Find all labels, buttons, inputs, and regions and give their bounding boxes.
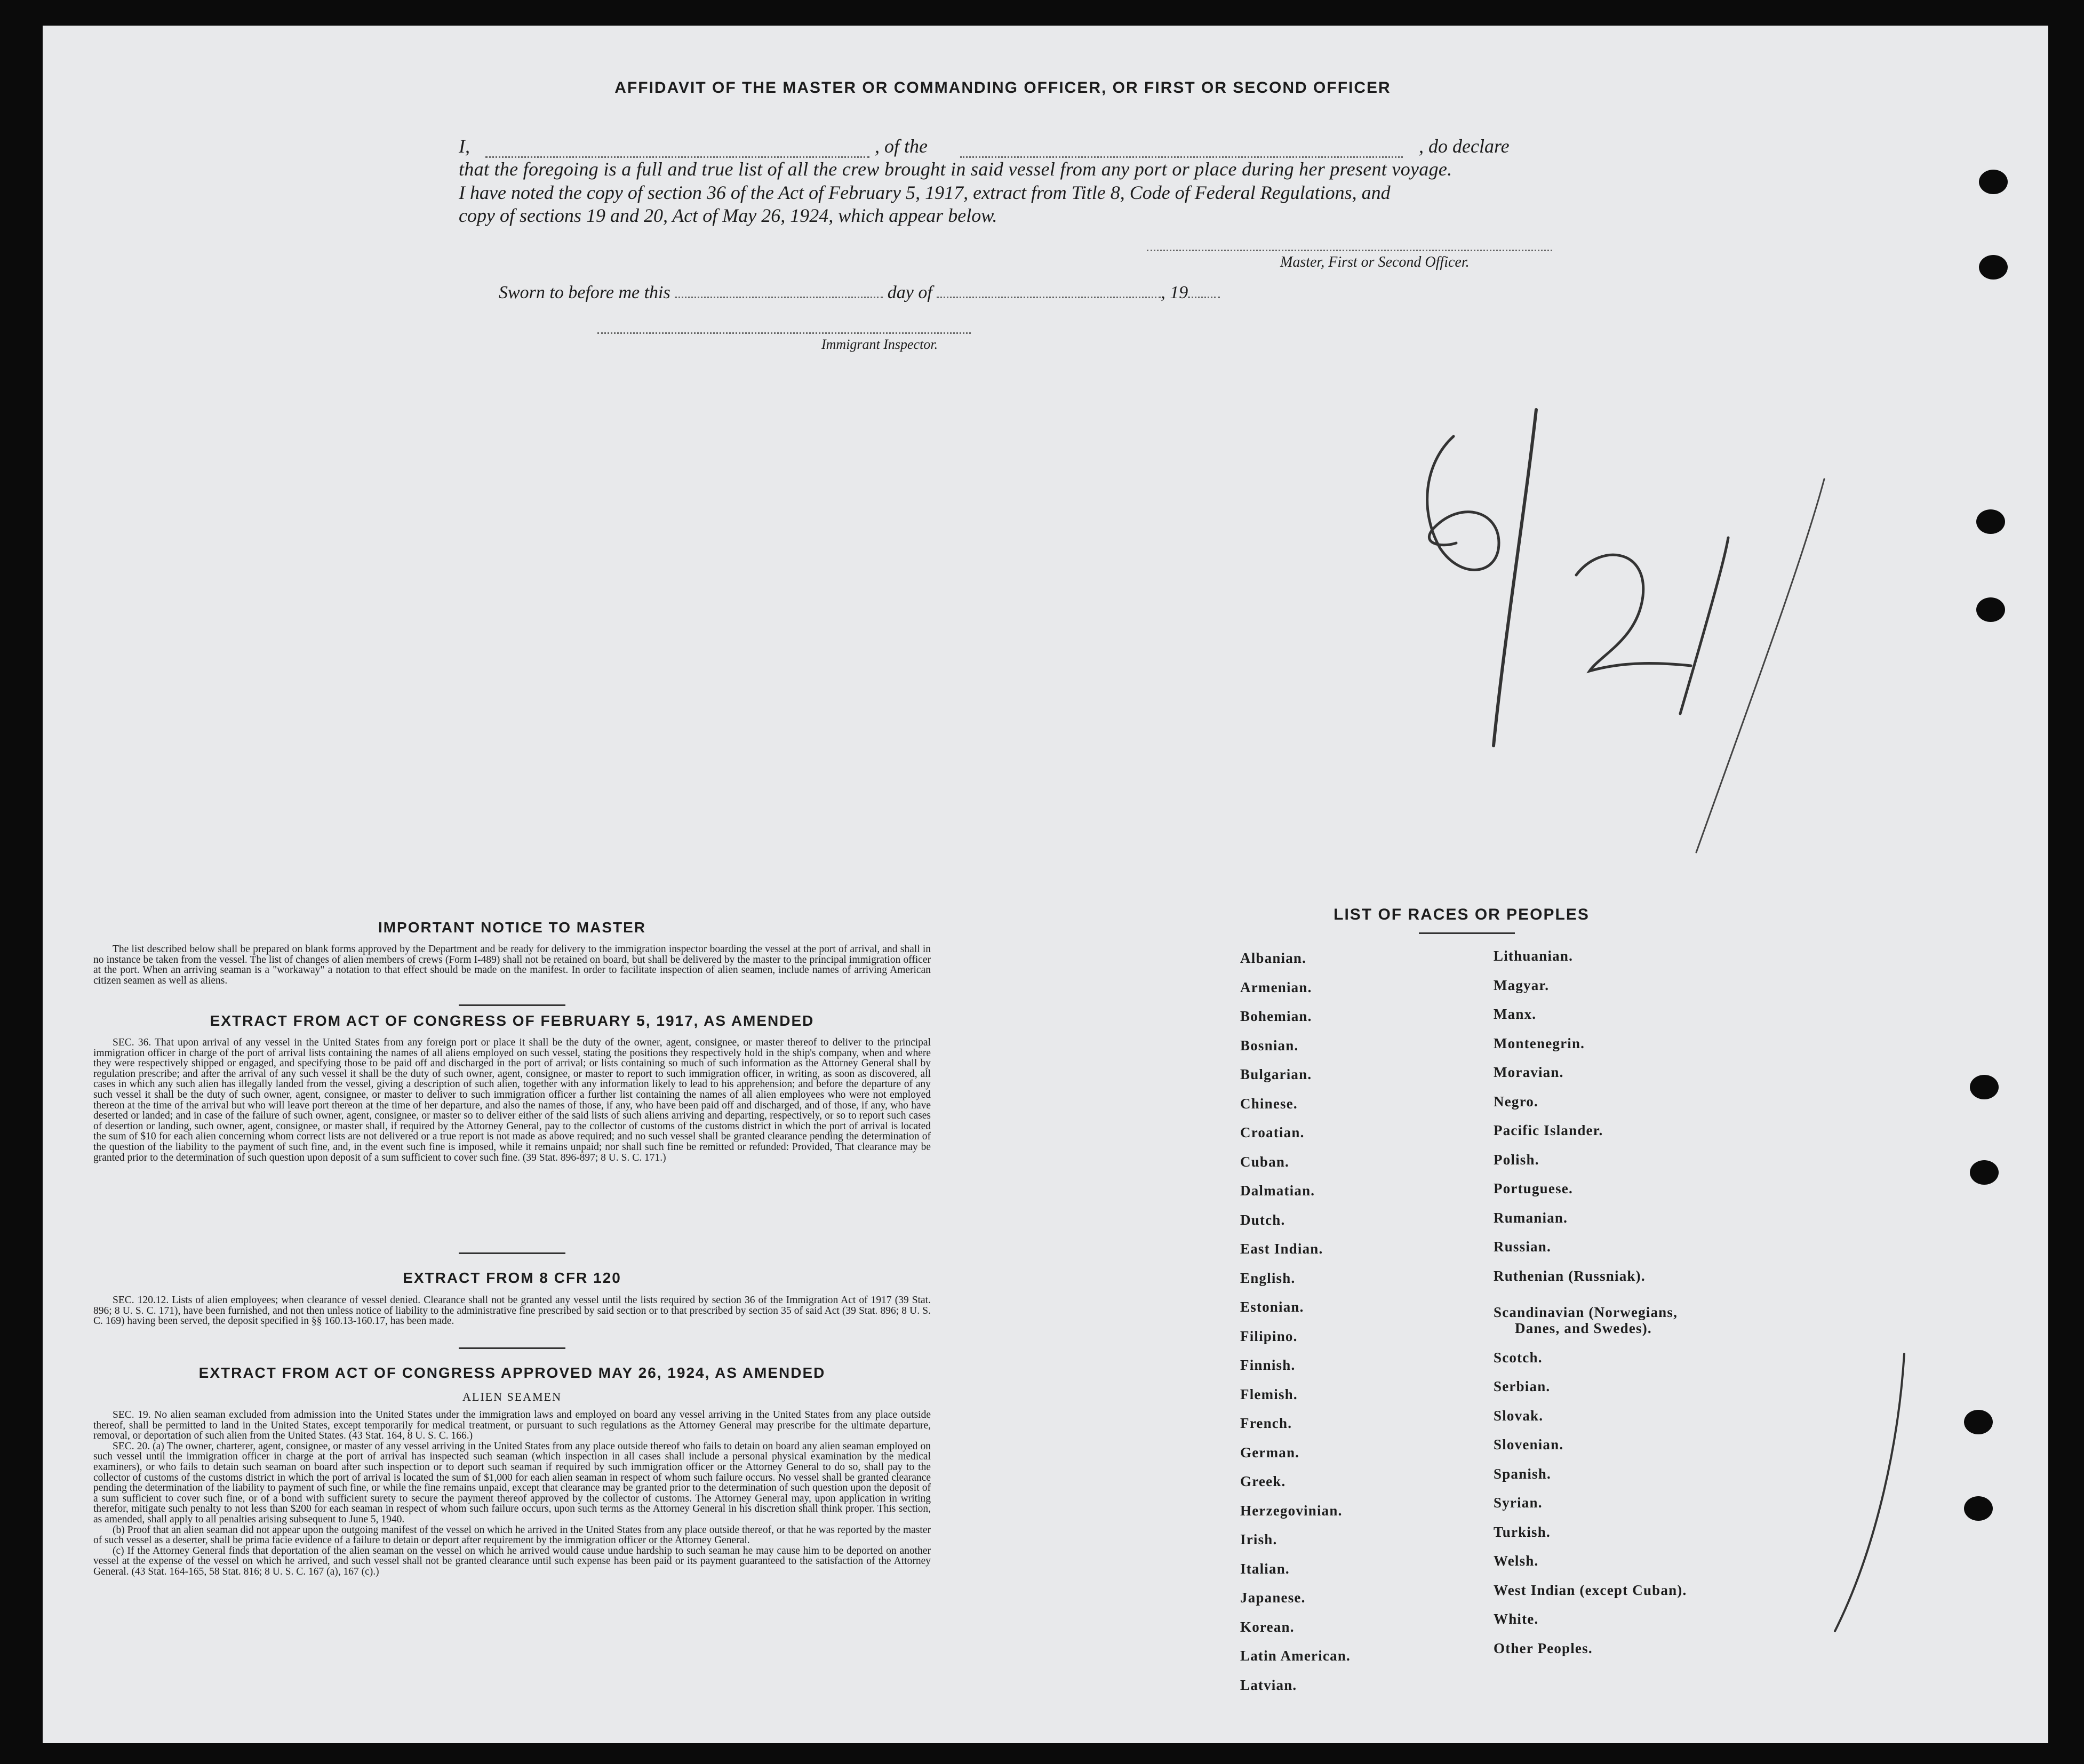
- affidavit-of-the: , of the: [875, 135, 928, 157]
- race-item: Scandinavian (Norwegians,: [1494, 1304, 1678, 1320]
- race-item: Chinese.: [1240, 1095, 1298, 1112]
- race-item: Estonian.: [1240, 1299, 1304, 1315]
- affidavit-i: I,: [459, 135, 470, 157]
- race-item: Croatian.: [1240, 1124, 1305, 1140]
- race-item: Syrian.: [1494, 1495, 1543, 1511]
- race-item: Herzegovinian.: [1240, 1502, 1343, 1519]
- race-item: West Indian (except Cuban).: [1494, 1582, 1687, 1598]
- race-item: Irish.: [1240, 1531, 1277, 1547]
- race-item: Dalmatian.: [1240, 1183, 1315, 1199]
- race-item: Serbian.: [1494, 1378, 1551, 1394]
- divider: [459, 1252, 565, 1254]
- sworn-year: , 19: [1161, 283, 1188, 302]
- affidavit-line-2: that the foregoing is a full and true list of all the crew brought in said vessel from any port or place during her present voyage.: [459, 158, 1452, 180]
- punch-hole: [1976, 509, 2005, 534]
- punch-hole: [1964, 1410, 1993, 1434]
- race-item: East Indian.: [1240, 1241, 1323, 1257]
- sworn-line: [499, 281, 1220, 303]
- affidavit-line-3: I have noted the copy of section 36 of the Act of February 5, 1917, extract from Title 8, Code of Federal Regulations, and: [459, 182, 1391, 203]
- officer-name-field: [485, 135, 869, 158]
- sworn-day-field: [675, 281, 883, 298]
- extract-1924-text: [93, 1410, 931, 1577]
- race-item: Spanish.: [1494, 1465, 1551, 1482]
- race-item: Armenian.: [1240, 979, 1312, 995]
- inspector-signature-line: [597, 332, 971, 334]
- race-item: Negro.: [1494, 1093, 1538, 1110]
- race-item: Filipino.: [1240, 1328, 1298, 1344]
- race-item: Italian.: [1240, 1560, 1290, 1577]
- master-signature-line: [1147, 250, 1552, 251]
- extract-1917-title: EXTRACT FROM ACT OF CONGRESS OF FEBRUARY 5, 1917, AS AMENDED: [210, 1012, 815, 1029]
- document-page: [43, 26, 2048, 1743]
- section-19-paragraph: SEC. 19. No alien seaman excluded from admission into the United States under the immigration laws and employed on board any vessel arriving in the United States from any place outside thereof, shall be permitted to land in the United States, except temporarily for medical treatment, or pursuant to such regulations as the Attorney General may prescribe for the ultimate departure, removal, or deportation of such alien from the United States. (43 Stat. 164, 8 U. S. C. 166.): [93, 1409, 931, 1442]
- sworn-prefix: Sworn to before me this: [499, 283, 670, 302]
- race-item: Bohemian.: [1240, 1008, 1312, 1024]
- affidavit-title: AFFIDAVIT OF THE MASTER OR COMMANDING OFFICER, OR FIRST OR SECOND OFFICER: [614, 79, 1391, 97]
- race-item: Latin American.: [1240, 1648, 1351, 1664]
- handwritten-date-annotation: [1376, 372, 1936, 916]
- race-item: Moravian.: [1494, 1064, 1564, 1080]
- race-item: Ruthenian (Russniak).: [1494, 1267, 1646, 1284]
- punch-hole: [1976, 597, 2005, 622]
- race-item: Montenegrin.: [1494, 1035, 1585, 1051]
- race-item: Cuban.: [1240, 1153, 1289, 1170]
- punch-hole: [1970, 1160, 1999, 1185]
- inspector-label: Immigrant Inspector.: [821, 337, 938, 352]
- race-item: Albanian.: [1240, 950, 1307, 966]
- race-item: German.: [1240, 1444, 1300, 1460]
- race-item: Danes, and Swedes).: [1515, 1320, 1652, 1336]
- race-item: Slovenian.: [1494, 1436, 1564, 1452]
- notice-paragraph: The list described below shall be prepared on blank forms approved by the Department and be ready for delivery to the immigration inspector boarding the vessel at the port of arrival, and shall in no instance be taken from the vessel. The list of changes of alien members of crews (Form I-489) shall not be retained on board, but shall be delivered by the master to the principal immigration officer at the port. When an arriving seaman is a "workaway" a notation to that effect should be made on the manifest. In order to facilitate inspection of alien seamen, include names of arriving American citizen seamen as well as aliens.: [93, 944, 931, 986]
- extract-cfr-title: EXTRACT FROM 8 CFR 120: [403, 1270, 621, 1286]
- race-item: Bosnian.: [1240, 1037, 1299, 1053]
- sworn-month-field: [937, 281, 1161, 298]
- race-item: Portuguese.: [1494, 1180, 1573, 1196]
- extract-1917-text: [93, 1037, 931, 1163]
- race-item: French.: [1240, 1415, 1292, 1431]
- punch-hole: [1979, 170, 2008, 194]
- race-item: Flemish.: [1240, 1386, 1298, 1402]
- affidavit-line-1: [459, 135, 1600, 158]
- handwritten-margin-stroke: [1819, 1343, 1926, 1642]
- master-signature-label: Master, First or Second Officer.: [1280, 254, 1470, 270]
- section-20c-paragraph: (c) If the Attorney General finds that deportation of the alien seaman on the vessel on which he arrived would cause undue hardship to such seaman he may cause him to be deported on another vessel at the expense of the vessel on which he arrived, and such vessel shall not be granted clearance until such expense has been paid or its payment guaranteed to the satisfaction of the Attorney General. (43 Stat. 164-165, 58 Stat. 816; 8 U. S. C. 167 (a), 167 (c).): [93, 1545, 931, 1577]
- races-list-title: LIST OF RACES OR PEOPLES: [1334, 906, 1590, 923]
- section-20b-paragraph: (b) Proof that an alien seaman did not appear upon the outgoing manifest of the vessel on which he arrived in the United States from any place outside thereof, or that he was reported by the master of such vessel as a deserter, shall be prima facie evidence of a failure to detain or deport after requirement by the immigration officer or the Attorney General.: [93, 1524, 931, 1546]
- divider: [459, 1004, 565, 1006]
- punch-hole: [1970, 1075, 1999, 1099]
- race-item: Dutch.: [1240, 1211, 1285, 1228]
- sworn-day-of: day of: [887, 283, 932, 302]
- race-item: Japanese.: [1240, 1590, 1306, 1606]
- alien-seamen-heading: ALIEN SEAMEN: [462, 1390, 562, 1403]
- sworn-year-field: [1188, 281, 1220, 298]
- race-item: Polish.: [1494, 1151, 1539, 1168]
- punch-hole: [1964, 1496, 1993, 1521]
- race-item: Lithuanian.: [1494, 948, 1574, 964]
- affidavit-line-4: copy of sections 19 and 20, Act of May 26, 1924, which appear below.: [459, 205, 997, 226]
- race-item: Magyar.: [1494, 977, 1550, 993]
- race-item: Finnish.: [1240, 1357, 1296, 1373]
- race-item: Manx.: [1494, 1006, 1537, 1022]
- race-item: Pacific Islander.: [1494, 1122, 1603, 1138]
- punch-hole: [1979, 255, 2008, 280]
- extract-cfr-text: [93, 1295, 931, 1327]
- divider: [459, 1347, 565, 1349]
- race-item: Greek.: [1240, 1473, 1286, 1489]
- race-item: English.: [1240, 1270, 1296, 1286]
- race-item: Scotch.: [1494, 1349, 1543, 1366]
- extract-cfr-paragraph: SEC. 120.12. Lists of alien employees; when clearance of vessel denied. Clearance shall not be granted any vessel until the lists required by section 36 of the Immigration Act of 1917 (39 Stat. 896; 8 U. S. C. 171), have been furnished, and not then unless notice of liability to the administrative fine prescribed by said section or to that prescribed by section 35 of said Act (39 Stat. 896; 8 U. S. C. 169) having been served, the deposit specified in §§ 160.13-160.17, has been made.: [93, 1295, 931, 1327]
- section-20a-paragraph: SEC. 20. (a) The owner, charterer, agent, consignee, or master of any vessel arriving in the United States from any place outside thereof who fails to detain on board any alien seaman employed on such vessel until the immigration officer in charge at the port of arrival has inspected such seaman (which inspection in all cases shall include a personal physical examination by the medical examiners), or who fails to detain such seaman on board after such inspection or to deport such seaman if required by such immigration officer or the Attorney General to do so, shall pay to the collector of customs of the customs district in which the port of arrival is located the sum of $1,000 for each alien seaman in respect of whom such failure occurs. No vessel shall be granted clearance pending the determination of the liability to payment of such fine, or while the fine remains unpaid, except that clearance may be granted prior to the determination of such question upon the deposit of a sum sufficient to cover such fine, or of a bond with sufficient surety to secure the payment thereof approved by the collector of customs. The Attorney General may, upon application in writing therefor, mitigate such penalty to not less than $200 for each seaman in respect of whom such failure occurs, upon such terms as the Attorney General in his discretion shall think proper. This section, as amended, shall apply to all penalties arising subsequent to June 5, 1940.: [93, 1440, 931, 1525]
- affidavit-do-declare: , do declare: [1419, 135, 1510, 157]
- divider: [1419, 932, 1515, 934]
- extract-1917-paragraph: SEC. 36. That upon arrival of any vessel in the United States from any foreign port or place it shall be the duty of the owner, agent, consignee, or master thereof to deliver to the principal immigration officer in charge of the port of arrival lists containing the names of all aliens employed on such vessel, stating the positions they respectively hold in the ship's company, when and where they were respectively shipped or engaged, and specifying those to be paid off and discharged in the port of arrival; or lists containing so much of such information as the Attorney General shall by regulation prescribe; and after the arrival of any such vessel it shall be the duty of such owner, agent, consignee, or master to report to such immigration officer, in writing, as soon as discovered, all cases in which any such alien has illegally landed from the vessel, giving a description of such alien, together with any information likely to lead to his apprehension; and before the departure of any such vessel it shall be the duty of such owner, agent, consignee, or master to deliver to such immigration officer a further list containing the names of all alien employees who were not employed thereon at the time of the arrival but who will leave port thereon at the time of her departure, and also the names of those, if any, who have been paid off and discharged, and of those, if any, who have deserted or landed; and in case of the failure of such owner, agent, consignee, or master so to deliver either of the said lists of such aliens arriving and departing, respectively, or so to report such cases of desertion or landing, such owner, agent, consignee, or master shall, if required by the Attorney General, pay to the collector of customs of the customs district in which the port of arrival is located the sum of $10 for each alien concerning whom correct lists are not delivered or a true report is not made as above required; and no such vessel shall be granted clearance pending the determination of the question of the liability to the payment of such fine, and, in the event such fine is imposed, while it remains unpaid; nor shall such fine be remitted or refunded: Provided, That clearance may be granted prior to the determination of such question upon deposit of a sum sufficient to cover such fine. (39 Stat. 896-897; 8 U. S. C. 171.): [93, 1037, 931, 1163]
- race-item: Korean.: [1240, 1618, 1295, 1635]
- race-item: Slovak.: [1494, 1407, 1544, 1424]
- vessel-name-field: [960, 135, 1403, 158]
- extract-1924-title: EXTRACT FROM ACT OF CONGRESS APPROVED MAY 26, 1924, AS AMENDED: [198, 1364, 826, 1381]
- race-item: Rumanian.: [1494, 1209, 1568, 1226]
- notice-text: [93, 944, 931, 986]
- race-item: Latvian.: [1240, 1677, 1297, 1693]
- race-item: Bulgarian.: [1240, 1066, 1312, 1082]
- race-item: Turkish.: [1494, 1523, 1551, 1540]
- race-item: Welsh.: [1494, 1553, 1539, 1569]
- notice-title: IMPORTANT NOTICE TO MASTER: [378, 919, 646, 936]
- race-item: Other Peoples.: [1494, 1640, 1593, 1656]
- race-item: White.: [1494, 1611, 1539, 1627]
- race-item: Russian.: [1494, 1239, 1551, 1255]
